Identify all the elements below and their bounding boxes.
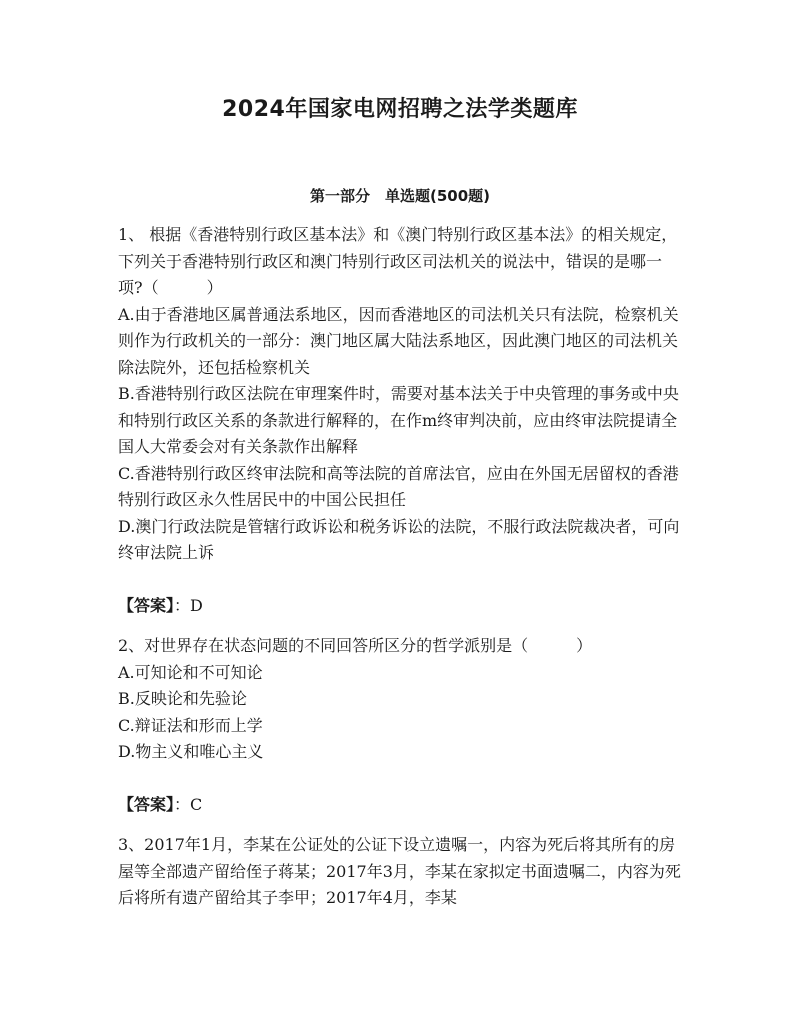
option-c: C.辩证法和形而上学 <box>118 715 263 735</box>
question-2 <box>118 633 684 818</box>
answer-line <box>118 792 684 819</box>
answer-label: 【答案】 <box>118 794 175 814</box>
section-heading: 第一部分 单选题(500题) <box>309 187 491 205</box>
question-1 <box>118 222 684 619</box>
answer-line <box>118 593 684 620</box>
option-d: D.物主义和唯心主义 <box>118 742 264 761</box>
answer-value: ：C <box>174 794 203 814</box>
option-c: C.香港特别行政区终审法院和高等法院的首席法官，应由在外国无居留权的香港特别行政区永久性居民中的中国公民担任 <box>118 463 679 509</box>
question-3 <box>118 832 684 912</box>
option-a: A.可知论和不可知论 <box>118 662 263 682</box>
question-list <box>118 222 684 912</box>
document-title: 2024年国家电网招聘之法学类题库 <box>222 97 578 122</box>
option-b: B.反映论和先验论 <box>118 689 247 708</box>
option-d: D.澳门行政法院是管辖行政诉讼和税务诉讼的法院，不服行政法院裁决者，可向终审法院上诉 <box>118 516 680 562</box>
option-a: A.由于香港地区属普通法系地区，因而香港地区的司法机关只有法院，检察机关则作为行政机关的一部分：澳门地区属大陆法系地区，因此澳门地区的司法机关除法院外，还包括检察机关 <box>118 304 679 377</box>
answer-label: 【答案】 <box>118 595 175 615</box>
question-stem: 2、对世界存在状态问题的不同回答所区分的哲学派别是（ ） <box>118 636 593 655</box>
answer-value: ：D <box>174 595 203 615</box>
option-b: B.香港特别行政区法院在审理案件时，需要对基本法关于中央管理的事务或中央和特别行政区关系的条款进行解释的，在作m终审判决前，应由终审法院提请全国人大常委会对有关条款作出解释 <box>118 384 679 456</box>
question-stem: 1、 根据《香港特别行政区基本法》和《澳门特别行政区基本法》的相关规定，下列关于香港特别行政区和澳门特别行政区司法机关的说法中，错误的是哪一项?（ ） <box>118 225 678 297</box>
question-stem: 3、2017年1月，李某在公证处的公证下设立遗嘱一，内容为死后将其所有的房屋等全部遗产留给侄子蒋某；2017年3月，李某在家拟定书面遗嘱二，内容为死后将所有遗产留给其子李甲；2017年4月，李某 <box>118 835 681 907</box>
